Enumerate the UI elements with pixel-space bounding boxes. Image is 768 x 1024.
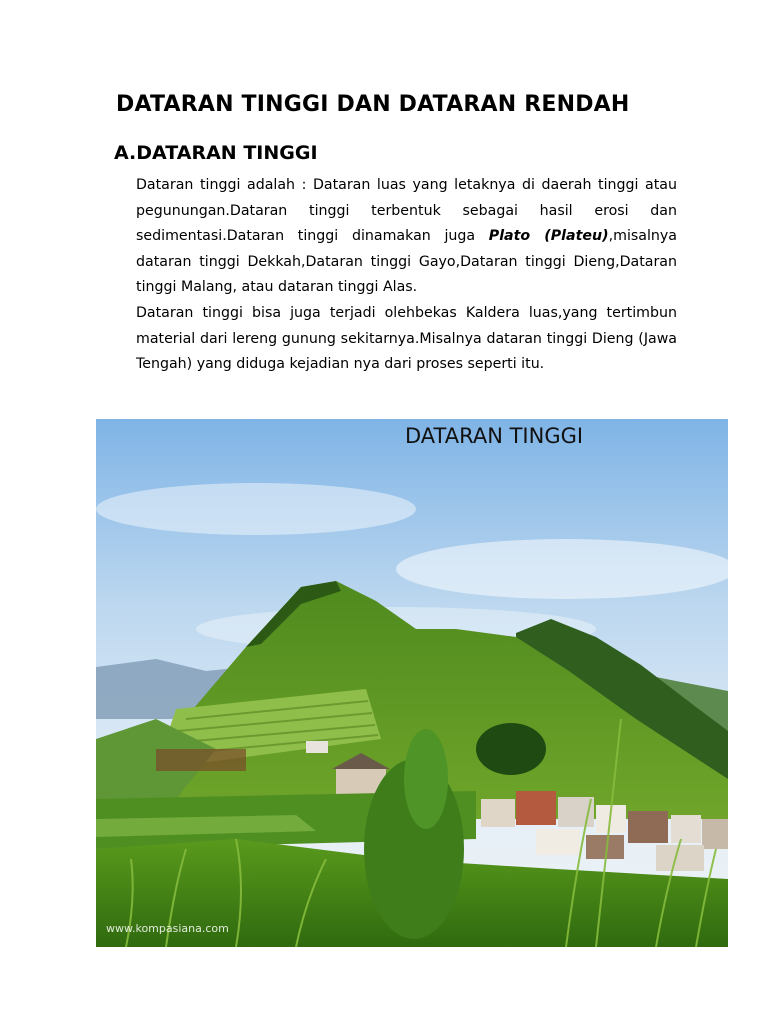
photo-watermark: www.kompasiana.com: [106, 922, 229, 935]
plateau-term: Plato (Plateu): [488, 228, 609, 245]
highland-photo: [96, 419, 728, 947]
page-title: DATARAN TINGGI DAN DATARAN RENDAH: [116, 92, 630, 117]
photo-caption: DATARAN TINGGI: [405, 424, 584, 448]
paragraph-1: [136, 173, 677, 301]
paragraph-1-text: Dataran tinggi adalah : Dataran luas yang letaknya di daerah tinggi atau pegunungan.Dataran tinggi terbentuk sebagai hasil erosi dan sedimentasi.Dataran tinggi dinamakan juga: [136, 177, 677, 245]
paragraph-1-text-end: ,misalnya dataran tinggi Dekkah,Dataran tinggi Gayo,Dataran tinggi Dieng,Dataran tinggi Malang, atau dataran tinggi Alas.: [136, 228, 677, 296]
section-heading: A.DATARAN TINGGI: [114, 142, 318, 164]
body-text: [136, 173, 677, 378]
paragraph-2: Dataran tinggi bisa juga terjadi olehbekas Kaldera luas,yang tertimbun material dari lereng gunung sekitarnya.Misalnya dataran tinggi Dieng (Jawa Tengah) yang diduga kejadian nya dari proses seperti itu.: [136, 304, 677, 373]
highland-landscape-image: [96, 419, 728, 947]
